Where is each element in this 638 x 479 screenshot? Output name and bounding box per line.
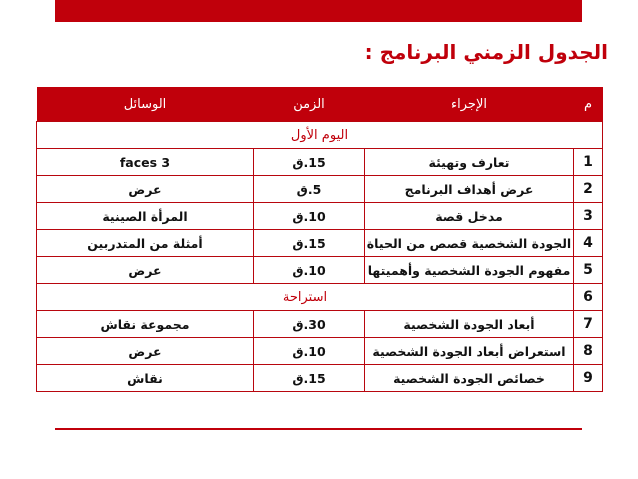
row-time: 10.ق (254, 338, 365, 365)
table-row (37, 257, 603, 284)
row-tools: 3 faces (37, 149, 254, 176)
row-num: 7 (574, 311, 603, 338)
row-time: 15.ق (254, 230, 365, 257)
header-num: م (574, 87, 603, 122)
row-procedure: عرض أهداف البرنامج (365, 176, 574, 203)
table-header-row (37, 87, 603, 122)
row-num: 9 (574, 365, 603, 392)
row-procedure: مدخل قصة (365, 203, 574, 230)
section-row-day1 (37, 122, 603, 149)
row-num: 2 (574, 176, 603, 203)
schedule-table-container (36, 87, 603, 392)
schedule-table (36, 87, 603, 392)
row-tools: مجموعة نقاش (37, 311, 254, 338)
break-row (37, 284, 603, 311)
row-num: 8 (574, 338, 603, 365)
section-label-day1: اليوم الأول (37, 122, 603, 149)
row-procedure: الجودة الشخصية قصص من الحياة (365, 230, 574, 257)
bottom-divider (55, 428, 582, 430)
row-num: 3 (574, 203, 603, 230)
header-time: الزمن (254, 87, 365, 122)
table-row (37, 338, 603, 365)
row-time: 10.ق (254, 257, 365, 284)
row-num: 4 (574, 230, 603, 257)
row-procedure: تعارف وتهيئة (365, 149, 574, 176)
header-tools: الوسائل (37, 87, 254, 122)
row-tools: المرأة الصينية (37, 203, 254, 230)
row-time: 15.ق (254, 149, 365, 176)
table-row (37, 149, 603, 176)
header-procedure: الإجراء (365, 87, 574, 122)
row-tools: أمثلة من المتدربين (37, 230, 254, 257)
row-procedure: مفهوم الجودة الشخصية وأهميتها (365, 257, 574, 284)
row-num: 1 (574, 149, 603, 176)
row-num: 5 (574, 257, 603, 284)
table-row (37, 176, 603, 203)
row-time: 15.ق (254, 365, 365, 392)
table-row (37, 203, 603, 230)
row-num: 6 (574, 284, 603, 311)
row-tools: عرض (37, 338, 254, 365)
page-title: الجدول الزمني البرنامج : (364, 40, 608, 64)
row-tools: نقاش (37, 365, 254, 392)
row-tools: عرض (37, 176, 254, 203)
row-time: 30.ق (254, 311, 365, 338)
top-accent-bar (55, 0, 582, 22)
row-tools: عرض (37, 257, 254, 284)
row-time: 10.ق (254, 203, 365, 230)
table-row (37, 365, 603, 392)
row-procedure: خصائص الجودة الشخصية (365, 365, 574, 392)
break-label: استراحة (37, 284, 574, 311)
row-time: 5.ق (254, 176, 365, 203)
row-procedure: أبعاد الجودة الشخصية (365, 311, 574, 338)
table-row (37, 311, 603, 338)
table-row (37, 230, 603, 257)
row-procedure: استعراض أبعاد الجودة الشخصية (365, 338, 574, 365)
